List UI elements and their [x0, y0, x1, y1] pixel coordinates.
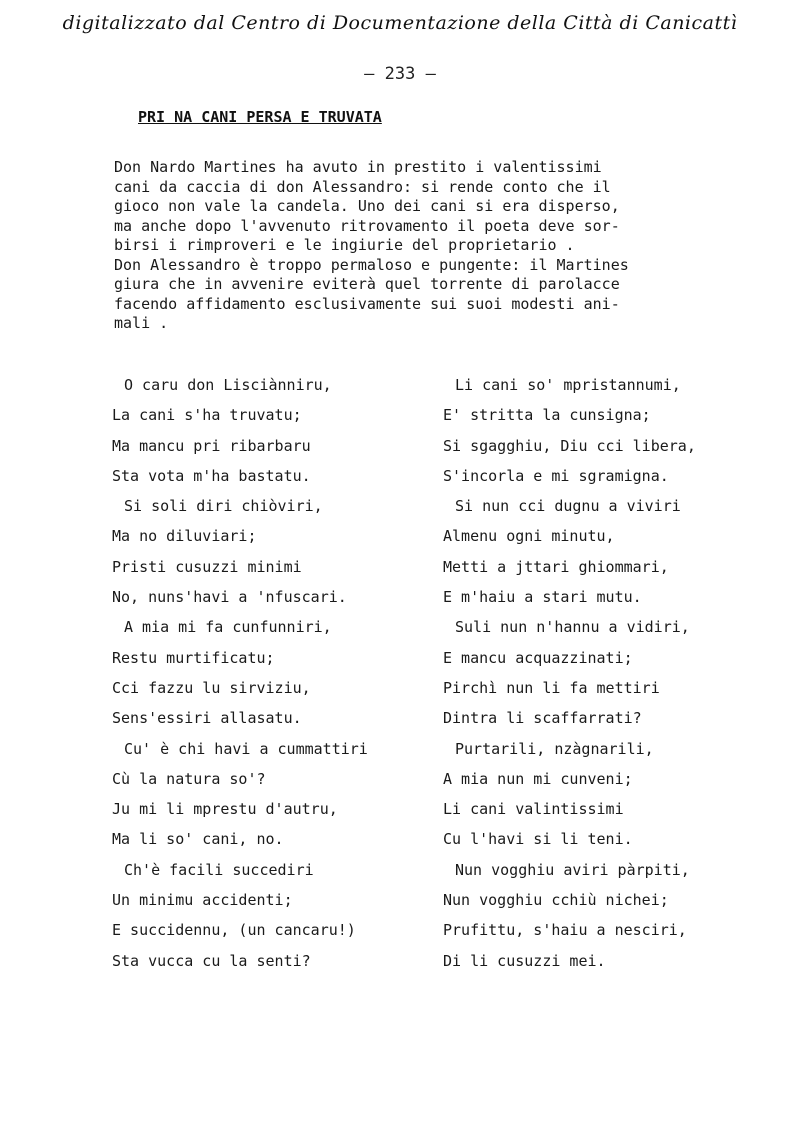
- verse-line: E succidennu, (un cancaru!): [112, 921, 356, 940]
- verse-line: Si soli diri chiòviri,: [124, 497, 323, 516]
- verse-line: O caru don Lisciànniru,: [124, 376, 332, 394]
- poem-title: PRI NA CANI PERSA E TRUVATA: [138, 108, 382, 126]
- verse-line: Pirchì nun li fa mettiri: [443, 678, 660, 697]
- intro-line: cani da caccia di don Alessandro: si rende conto che il: [114, 177, 611, 196]
- verse-line: Un minimu accidenti;: [112, 891, 293, 910]
- intro-line: facendo affidamento esclusivamente sui suoi modesti ani-: [114, 294, 620, 313]
- verse-line: S'incorla e mi sgramigna.: [443, 466, 669, 485]
- intro-line: mali .: [114, 314, 169, 332]
- poem-column-left: [112, 375, 368, 981]
- intro-line: birsi i rimproveri e le ingiurie del proprietario .: [114, 236, 575, 254]
- verse-line: Cu' è chi havi a cummattiri: [124, 739, 368, 758]
- intro-line: ma anche dopo l'avvenuto ritrovamento il poeta deve sor-: [114, 216, 620, 235]
- verse-line: E m'haiu a stari mutu.: [443, 588, 642, 607]
- intro-line: giura che in avvenire eviterà quel torrente di parolacce: [114, 275, 620, 293]
- verse-line: Almenu ogni minutu,: [443, 527, 615, 546]
- verse-line: Prufittu, s'haiu a nesciri,: [443, 921, 687, 940]
- verse-line: Li cani valintissimi: [443, 800, 624, 819]
- verse-line: Ju mi li mprestu d'autru,: [112, 800, 338, 819]
- verse-line: Cu l'havi si li teni.: [443, 830, 633, 849]
- verse-line: Si sgagghiu, Diu cci libera,: [443, 436, 696, 455]
- verse-line: Purtarili, nzàgnarili,: [455, 739, 654, 758]
- verse-line: Sens'essiri allasatu.: [112, 709, 302, 728]
- verse-line: A mia mi fa cunfunniri,: [124, 618, 332, 637]
- verse-line: Dintra li scaffarrati?: [443, 709, 642, 728]
- verse-line: Metti a jttari ghiommari,: [443, 557, 669, 576]
- verse-line: Restu murtificatu;: [112, 648, 275, 667]
- verse-line: Sta vucca cu la senti?: [112, 951, 311, 970]
- verse-line: Nun vogghiu aviri pàrpiti,: [455, 860, 690, 879]
- intro-paragraph: [114, 158, 744, 334]
- verse-line: Nun vogghiu cchiù nichei;: [443, 891, 669, 910]
- verse-line: E mancu acquazzinati;: [443, 648, 633, 667]
- page-number: – 233 –: [364, 64, 436, 84]
- verse-line: Cci fazzu lu sirviziu,: [112, 678, 311, 697]
- verse-line: Di li cusuzzi mei.: [443, 951, 606, 970]
- verse-line: La cani s'ha truvatu;: [112, 406, 302, 425]
- verse-line: Ch'è facili succediri: [124, 860, 314, 879]
- verse-line: Si nun cci dugnu a viviri: [455, 497, 681, 516]
- verse-line: Ma li so' cani, no.: [112, 830, 284, 849]
- verse-line: E' stritta la cunsigna;: [443, 406, 651, 425]
- verse-line: Cù la natura so'?: [112, 769, 266, 788]
- verse-line: Ma mancu pri ribarbaru: [112, 436, 311, 455]
- verse-line: Suli nun n'hannu a vidiri,: [455, 618, 690, 637]
- verse-line: Li cani so' mpristannumi,: [455, 376, 681, 394]
- intro-line: Don Nardo Martines ha avuto in prestito i valentissimi: [114, 158, 602, 176]
- poem-column-right: [443, 375, 696, 981]
- verse-line: No, nuns'havi a 'nfuscari.: [112, 588, 347, 607]
- verse-line: Sta vota m'ha bastatu.: [112, 466, 311, 485]
- verse-line: Ma no diluviari;: [112, 527, 257, 546]
- verse-line: A mia nun mi cunveni;: [443, 769, 633, 788]
- verse-line: Pristi cusuzzi minimi: [112, 557, 302, 576]
- intro-line: Don Alessandro è troppo permaloso e pungente: il Martines: [114, 255, 629, 274]
- digitization-credit: digitalizzato dal Centro di Documentazione della Città di Canicattì: [62, 12, 738, 34]
- intro-line: gioco non vale la candela. Uno dei cani si era disperso,: [114, 197, 620, 215]
